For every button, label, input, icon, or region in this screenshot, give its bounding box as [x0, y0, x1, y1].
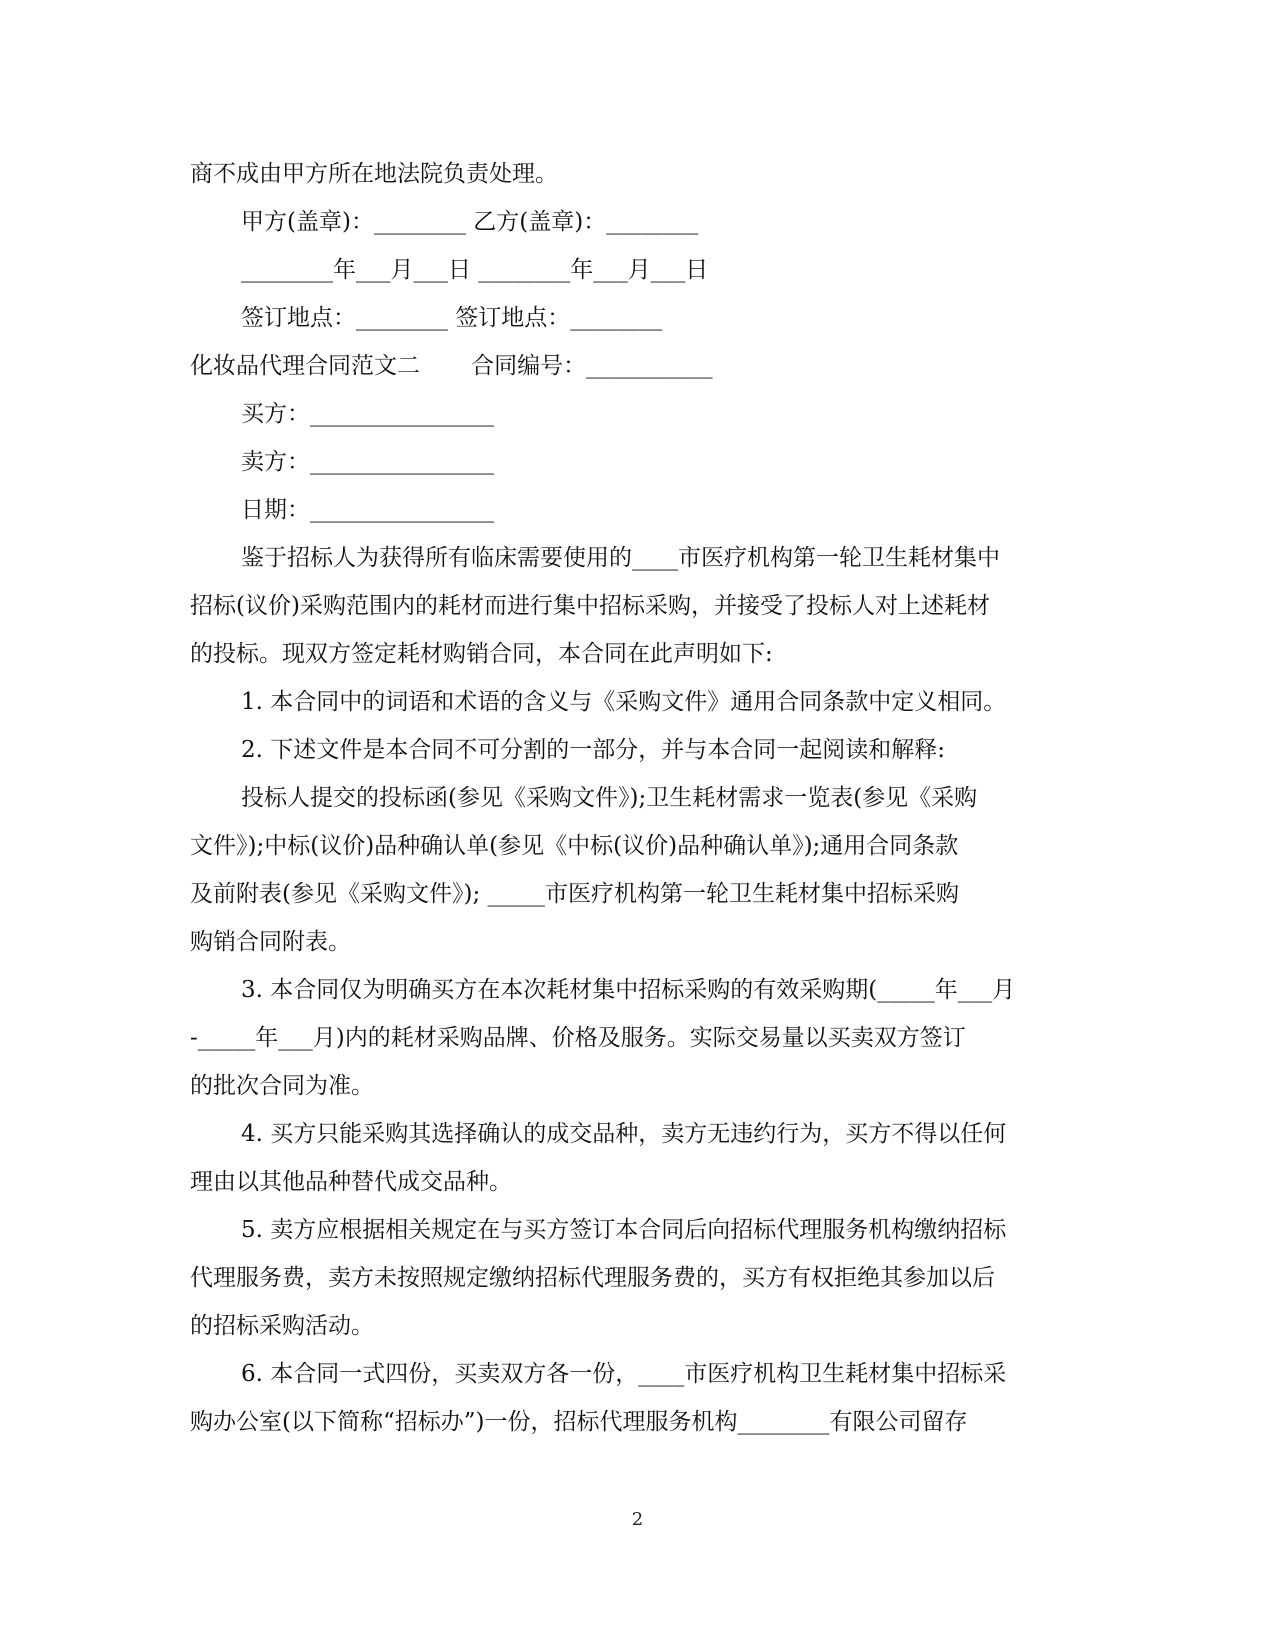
- section-title-line: 化妆品代理合同范文二 合同编号：___________: [190, 353, 713, 379]
- clause-line: 5. 卖方应根据相关规定在与买方签订本合同后向招标代理服务机构缴纳招标: [241, 1217, 1007, 1243]
- signing-place-line: 签订地点：________ 签订地点：________: [241, 305, 663, 331]
- clause-line: 1. 本合同中的词语和术语的含义与《采购文件》通用合同条款中定义相同。: [241, 689, 1007, 715]
- paragraph-line: 投标人提交的投标函(参见《采购文件》);卫生耗材需求一览表(参见《采购: [241, 785, 978, 811]
- date-line: 日期：________________: [241, 497, 494, 523]
- paragraph-line: -_____年___月)内的耗材采购品牌、价格及服务。实际交易量以买卖双方签订: [190, 1025, 966, 1051]
- clause-line: 3. 本合同仅为明确买方在本次耗材集中招标采购的有效采购期(_____年___月: [241, 977, 1016, 1003]
- buyer-line: 买方：________________: [241, 401, 494, 427]
- clause-line: 4. 买方只能采购其选择确认的成交品种，卖方无违约行为，买方不得以任何: [241, 1121, 1007, 1147]
- clause-line: 6. 本合同一式四份，买卖双方各一份，____市医疗机构卫生耗材集中招标采: [241, 1361, 1007, 1387]
- paragraph-line: 的批次合同为准。: [190, 1073, 374, 1099]
- paragraph-line: 购销合同附表。: [190, 929, 351, 955]
- document-body: [190, 150, 1090, 1446]
- paragraph-line: 理由以其他品种替代成交品种。: [190, 1169, 512, 1195]
- paragraph-line: 文件》);中标(议价)品种确认单(参见《中标(议价)品种确认单》);通用合同条款: [190, 833, 959, 859]
- paragraph-line: 及前附表(参见《采购文件》); _____市医疗机构第一轮卫生耗材集中招标采购: [190, 881, 960, 907]
- paragraph-line: 购办公室(以下简称“招标办”)一份，招标代理服务机构________有限公司留存: [190, 1409, 968, 1435]
- seller-line: 卖方：________________: [241, 449, 494, 475]
- clause-line: 2. 下述文件是本合同不可分割的一部分，并与本合同一起阅读和解释:: [241, 737, 946, 763]
- signature-party-line: 甲方(盖章)：________ 乙方(盖章)：________: [241, 209, 699, 235]
- text-line: 商不成由甲方所在地法院负责处理。: [190, 161, 558, 187]
- paragraph-line: 招标(议价)采购范围内的耗材而进行集中招标采购，并接受了投标人对上述耗材: [190, 593, 990, 619]
- paragraph-line: 鉴于招标人为获得所有临床需要使用的____市医疗机构第一轮卫生耗材集中: [241, 545, 1000, 571]
- paragraph-line: 代理服务费，卖方未按照规定缴纳招标代理服务费的，买方有权拒绝其参加以后: [190, 1265, 995, 1291]
- signature-date-line: ________年___月___日 ________年___月___日: [241, 257, 709, 283]
- paragraph-line: 的招标采购活动。: [190, 1313, 374, 1339]
- page-number: 2: [631, 1509, 644, 1530]
- paragraph-line: 的投标。现双方签定耗材购销合同，本合同在此声明如下:: [190, 641, 773, 667]
